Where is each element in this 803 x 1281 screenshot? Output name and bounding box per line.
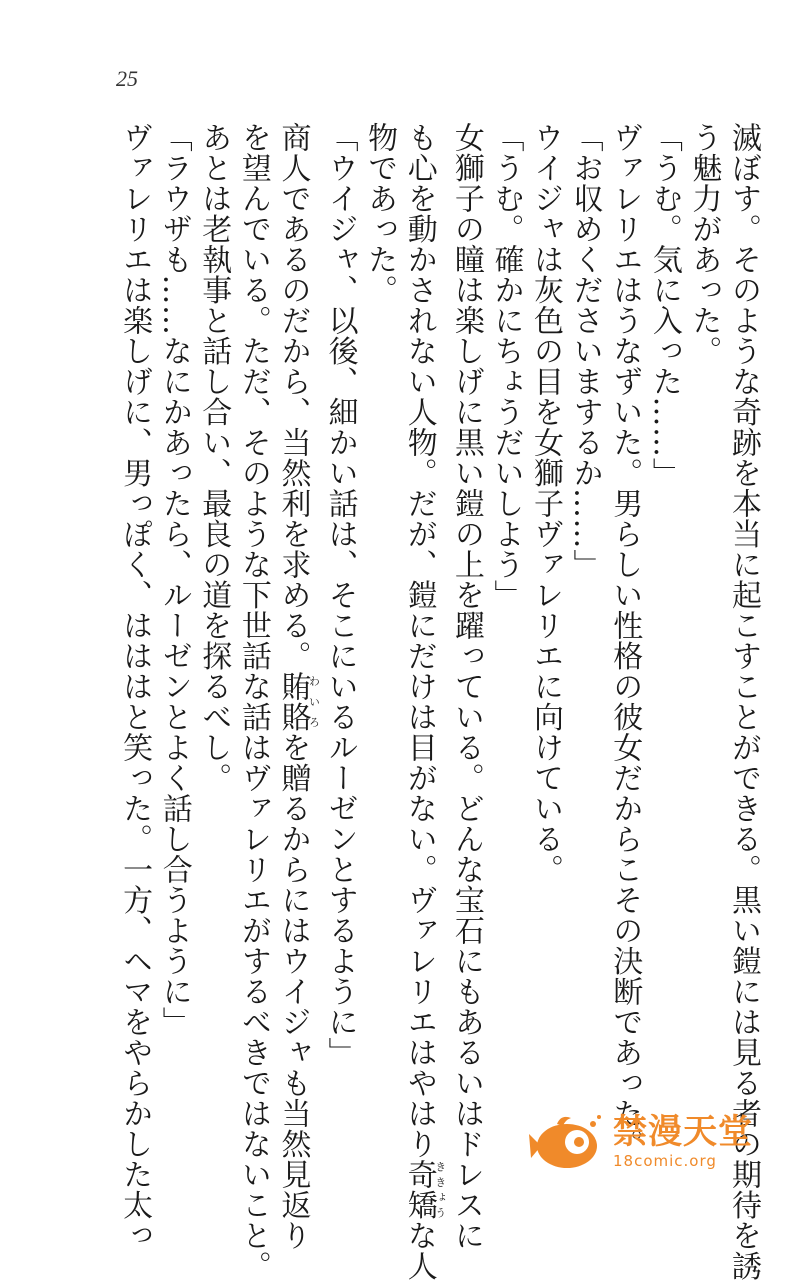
text-line: 「うむ。気に入った……」 (646, 122, 682, 488)
watermark (527, 1108, 777, 1176)
text-line: 「ウイジャ、以後、細かい話は、そこにいるルーゼンとするように」 (322, 122, 358, 1068)
text-line: 滅ぼす。そのような奇跡を本当に起こすことができる。黒い鎧には見る者の期待を誘 (726, 122, 761, 1281)
text-line: ヴァレリエはうなずいた。男らしい性格の彼女だからこその決断であった。 (607, 122, 643, 1159)
ruby-word: 奇矯ききょう (401, 1159, 447, 1220)
watermark-title: 禁漫天堂 (613, 1111, 753, 1152)
text-line-with-ruby: 商人であるのだから、当然利を求める。賄賂わいろを贈るからにはウイジャも当然見返り (275, 122, 321, 1251)
text-line: 「お収めくださいまするか……」 (567, 122, 603, 580)
text-line: あとは老執事と話し合い、最良の道を探るべし。 (196, 122, 232, 793)
text-line: 女獅子の瞳は楽しげに黒い鎧の上を躍っている。どんな宝石にもあるいはドレスに (448, 122, 484, 1251)
text-line: 物であった。 (362, 122, 398, 305)
text-line: ウイジャは灰色の目を女獅子ヴァレリエに向けている。 (528, 122, 564, 885)
text-line: う魅力があった。 (686, 122, 722, 366)
text-line: ヴァレリエは楽しげに、男っぽく、はははと笑った。一方、ヘマをやらかした太っ (117, 122, 153, 1251)
text-line: を望んでいる。ただ、そのような下世話な話はヴァレリエがするべきではないこと。 (235, 122, 271, 1281)
page-number: 25 (116, 66, 138, 91)
text-line: 「うむ。確かにちょうだいしよう」 (488, 122, 524, 610)
watermark-url: 18comic.org (613, 1151, 717, 1170)
text-line: 「ラウザも……なにかあったら、ルーゼンとよく話し合うように」 (156, 122, 192, 1037)
ruby-reading: わいろ (307, 671, 321, 732)
text-line-with-ruby: も心を動かされない人物。だが、鎧にだけは目がない。ヴァレリエはやはり奇矯ききょうな人 (401, 122, 447, 1281)
fish-logo-icon (527, 1112, 605, 1172)
ruby-word: 賄賂わいろ (275, 671, 321, 732)
ruby-reading: ききょう (433, 1159, 447, 1220)
